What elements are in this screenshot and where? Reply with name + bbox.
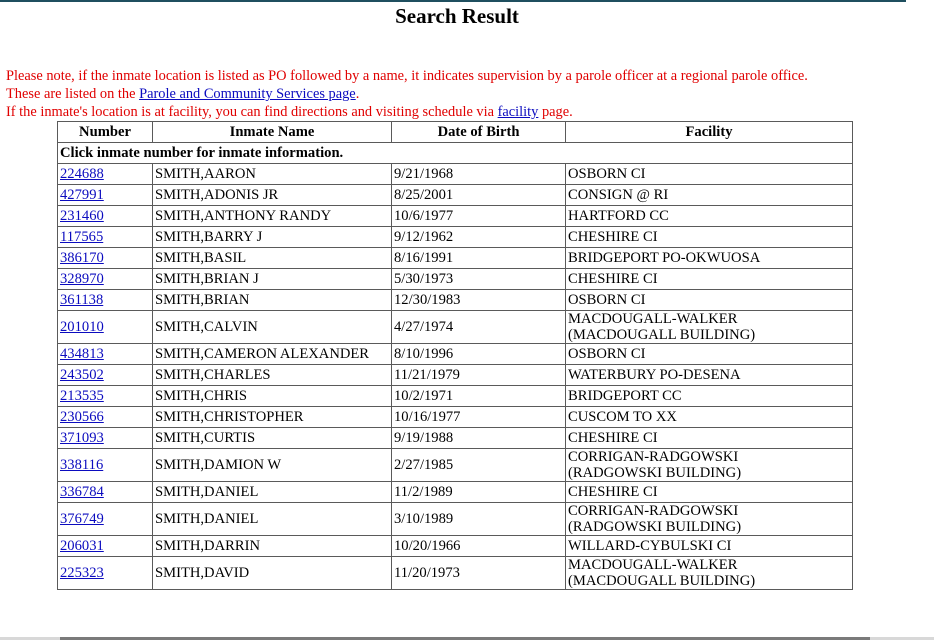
inmate-name-cell: SMITH,AARON xyxy=(153,164,392,185)
inmate-name-cell: SMITH,ADONIS JR xyxy=(153,185,392,206)
inmate-number-cell xyxy=(58,290,153,311)
inmate-number-link[interactable]: 434813 xyxy=(60,346,104,362)
facility-cell xyxy=(566,536,853,557)
date-of-birth-cell: 8/16/1991 xyxy=(392,248,566,269)
table-row xyxy=(58,557,853,590)
facility-cell xyxy=(566,206,853,227)
results-table xyxy=(57,121,853,590)
inmate-number-link[interactable]: 338116 xyxy=(60,457,104,473)
inmate-number-cell xyxy=(58,269,153,290)
inmate-number-link[interactable]: 371093 xyxy=(60,430,104,446)
inmate-number-link[interactable]: 230566 xyxy=(60,409,104,425)
inmate-name-cell: SMITH,ANTHONY RANDY xyxy=(153,206,392,227)
header-date-of-birth: Date of Birth xyxy=(392,122,566,143)
inmate-name-cell: SMITH,BRIAN xyxy=(153,290,392,311)
facility-line: BRIDGEPORT CC xyxy=(568,388,682,404)
inmate-number-cell xyxy=(58,344,153,365)
notice-line-3-suffix: page. xyxy=(538,104,573,120)
facility-line: CHESHIRE CI xyxy=(568,430,658,446)
inmate-number-cell xyxy=(58,164,153,185)
table-row xyxy=(58,290,853,311)
facility-line: WATERBURY PO-DESENA xyxy=(568,367,741,383)
facility-line: CUSCOM TO XX xyxy=(568,409,677,425)
inmate-name-cell: SMITH,CHRIS xyxy=(153,386,392,407)
facility-cell xyxy=(566,269,853,290)
facility-line: OSBORN CI xyxy=(568,346,646,362)
facility-line: (MACDOUGALL BUILDING) xyxy=(568,573,756,589)
inmate-number-cell xyxy=(58,311,153,344)
facility-cell xyxy=(566,482,853,503)
inmate-number-link[interactable]: 386170 xyxy=(60,250,104,266)
date-of-birth-cell: 3/10/1989 xyxy=(392,503,566,536)
inmate-name-cell: SMITH,CAMERON ALEXANDER xyxy=(153,344,392,365)
inmate-number-link[interactable]: 361138 xyxy=(60,292,104,308)
facility-line: MACDOUGALL-WALKER xyxy=(568,311,738,327)
header-number: Number xyxy=(58,122,153,143)
notice-line-1: Please note, if the inmate location is listed as PO followed by a name, it indicates supervision by a parole officer at a regional parole office. xyxy=(6,68,808,84)
inmate-name-cell: SMITH,CHARLES xyxy=(153,365,392,386)
table-row xyxy=(58,311,853,344)
table-row xyxy=(58,365,853,386)
facility-line: CHESHIRE CI xyxy=(568,271,658,287)
facility-line: CHESHIRE CI xyxy=(568,484,658,500)
table-row xyxy=(58,185,853,206)
notice-text xyxy=(6,67,930,121)
date-of-birth-cell: 10/2/1971 xyxy=(392,386,566,407)
date-of-birth-cell: 11/21/1979 xyxy=(392,365,566,386)
inmate-name-cell: SMITH,BARRY J xyxy=(153,227,392,248)
inmate-number-cell xyxy=(58,557,153,590)
inmate-number-link[interactable]: 206031 xyxy=(60,538,104,554)
page-title: Search Result xyxy=(395,4,519,28)
inmate-number-link[interactable]: 224688 xyxy=(60,166,104,182)
facility-line: CORRIGAN-RADGOWSKI xyxy=(568,449,739,465)
header-facility: Facility xyxy=(566,122,853,143)
date-of-birth-cell: 9/21/1968 xyxy=(392,164,566,185)
notice-line-3 xyxy=(6,103,930,121)
facility-line: (RADGOWSKI BUILDING) xyxy=(568,465,742,481)
facility-line: CHESHIRE CI xyxy=(568,229,658,245)
date-of-birth-cell: 4/27/1974 xyxy=(392,311,566,344)
inmate-number-cell xyxy=(58,248,153,269)
facility-cell xyxy=(566,290,853,311)
date-of-birth-cell: 10/6/1977 xyxy=(392,206,566,227)
inmate-number-cell xyxy=(58,503,153,536)
table-row xyxy=(58,536,853,557)
date-of-birth-cell: 8/10/1996 xyxy=(392,344,566,365)
header-inmate-name: Inmate Name xyxy=(153,122,392,143)
facility-cell xyxy=(566,311,853,344)
inmate-number-link[interactable]: 328970 xyxy=(60,271,104,287)
date-of-birth-cell: 12/30/1983 xyxy=(392,290,566,311)
facility-line: OSBORN CI xyxy=(568,292,646,308)
date-of-birth-cell: 11/2/1989 xyxy=(392,482,566,503)
inmate-number-link[interactable]: 225323 xyxy=(60,565,104,581)
inmate-name-cell: SMITH,BRIAN J xyxy=(153,269,392,290)
inmate-name-cell: SMITH,DARRIN xyxy=(153,536,392,557)
inmate-number-link[interactable]: 231460 xyxy=(60,208,104,224)
table-row xyxy=(58,344,853,365)
facility-cell xyxy=(566,164,853,185)
facility-cell xyxy=(566,503,853,536)
facility-cell xyxy=(566,185,853,206)
facility-cell xyxy=(566,557,853,590)
inmate-name-cell: SMITH,CHRISTOPHER xyxy=(153,407,392,428)
date-of-birth-cell: 10/20/1966 xyxy=(392,536,566,557)
facility-line: CORRIGAN-RADGOWSKI xyxy=(568,503,739,519)
notice-line-2-suffix: . xyxy=(355,86,360,102)
inmate-name-cell: SMITH,DAVID xyxy=(153,557,392,590)
table-row xyxy=(58,248,853,269)
date-of-birth-cell: 9/19/1988 xyxy=(392,428,566,449)
facility-line: (MACDOUGALL BUILDING) xyxy=(568,327,756,343)
inmate-number-cell xyxy=(58,407,153,428)
table-row xyxy=(58,428,853,449)
facility-line: HARTFORD CC xyxy=(568,208,669,224)
facility-cell xyxy=(566,449,853,482)
inmate-number-cell xyxy=(58,185,153,206)
inmate-number-link[interactable]: 336784 xyxy=(60,484,104,500)
inmate-number-link[interactable]: 201010 xyxy=(60,319,104,335)
results-body xyxy=(58,143,853,590)
inmate-name-cell: SMITH,DANIEL xyxy=(153,503,392,536)
table-row xyxy=(58,449,853,482)
inmate-number-cell xyxy=(58,206,153,227)
facility-cell xyxy=(566,386,853,407)
header-row xyxy=(58,122,853,143)
inmate-name-cell: SMITH,CALVIN xyxy=(153,311,392,344)
inmate-number-link[interactable]: 213535 xyxy=(60,388,104,404)
date-of-birth-cell: 11/20/1973 xyxy=(392,557,566,590)
inmate-number-cell xyxy=(58,365,153,386)
inmate-number-cell xyxy=(58,536,153,557)
date-of-birth-cell: 8/25/2001 xyxy=(392,185,566,206)
inmate-number-link[interactable]: 117565 xyxy=(60,229,104,245)
facility-link[interactable]: facility xyxy=(497,104,539,120)
facility-cell xyxy=(566,227,853,248)
table-row xyxy=(58,407,853,428)
inmate-name-cell: SMITH,DAMION W xyxy=(153,449,392,482)
facility-cell xyxy=(566,428,853,449)
facility-cell xyxy=(566,248,853,269)
table-row xyxy=(58,164,853,185)
table-row xyxy=(58,269,853,290)
inmate-name-cell: SMITH,BASIL xyxy=(153,248,392,269)
inmate-number-cell xyxy=(58,449,153,482)
inmate-number-cell xyxy=(58,428,153,449)
notice-line-2 xyxy=(6,85,930,103)
inmate-number-cell xyxy=(58,227,153,248)
date-of-birth-cell: 9/12/1962 xyxy=(392,227,566,248)
facility-cell xyxy=(566,365,853,386)
top-divider xyxy=(0,0,906,2)
inmate-name-cell: SMITH,DANIEL xyxy=(153,482,392,503)
inmate-name-cell: SMITH,CURTIS xyxy=(153,428,392,449)
notice-line-2-prefix: These are listed on the xyxy=(6,86,140,102)
facility-cell xyxy=(566,344,853,365)
facility-line: OSBORN CI xyxy=(568,166,646,182)
inmate-number-link[interactable]: 376749 xyxy=(60,511,104,527)
date-of-birth-cell: 2/27/1985 xyxy=(392,449,566,482)
table-row xyxy=(58,482,853,503)
inmate-number-link[interactable]: 243502 xyxy=(60,367,104,383)
facility-line: BRIDGEPORT PO-OKWUOSA xyxy=(568,250,761,266)
inmate-number-cell xyxy=(58,386,153,407)
inmate-number-cell xyxy=(58,482,153,503)
date-of-birth-cell: 5/30/1973 xyxy=(392,269,566,290)
facility-cell xyxy=(566,407,853,428)
table-row xyxy=(58,503,853,536)
date-of-birth-cell: 10/16/1977 xyxy=(392,407,566,428)
table-row xyxy=(58,386,853,407)
facility-line: WILLARD-CYBULSKI CI xyxy=(568,538,732,554)
hint-text: Click inmate number for inmate information. xyxy=(58,143,853,164)
hint-row xyxy=(58,143,853,164)
facility-line: MACDOUGALL-WALKER xyxy=(568,557,738,573)
notice-line-3-prefix: If the inmate's location is at facility, you can find directions and visiting schedule via xyxy=(6,104,498,120)
table-row xyxy=(58,227,853,248)
facility-line: CONSIGN @ RI xyxy=(568,187,669,203)
inmate-number-link[interactable]: 427991 xyxy=(60,187,104,203)
table-row xyxy=(58,206,853,227)
parole-services-link[interactable]: Parole and Community Services page xyxy=(139,86,356,102)
facility-line: (RADGOWSKI BUILDING) xyxy=(568,519,742,535)
